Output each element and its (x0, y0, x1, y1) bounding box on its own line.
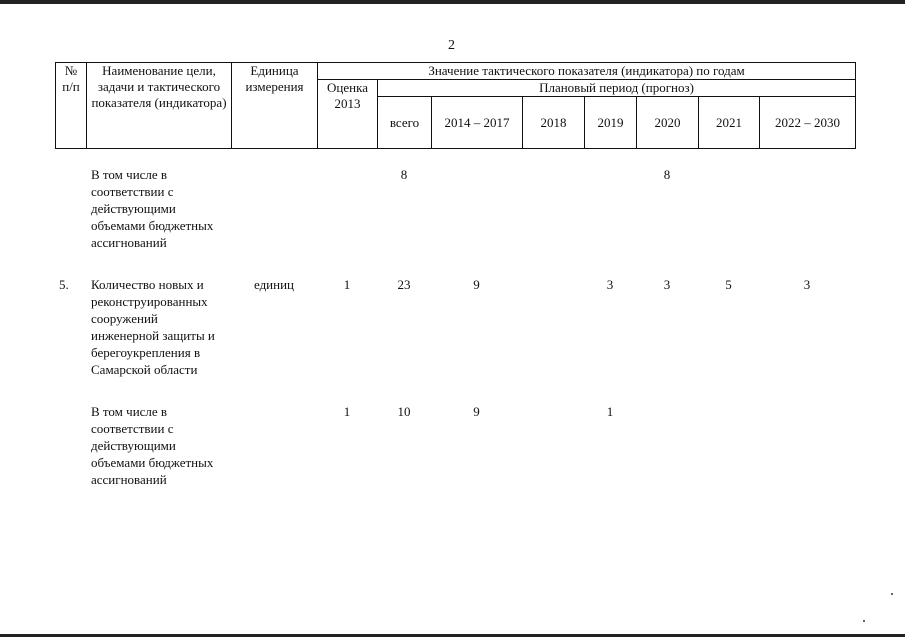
row-name: Количество новых и реконструированных сооружений инженерной защиты и берегоукрепления в Самарской области (91, 277, 215, 377)
row-spacer (55, 251, 855, 276)
header-name: Наименование цели, задачи и тактического показателя (индикатора) (87, 63, 232, 149)
header-values-title: Значение тактического показателя (индикатора) по годам (318, 63, 856, 80)
scan-edge-bottom (0, 634, 905, 637)
header-2018: 2018 (523, 97, 585, 149)
row-2020: 8 (663, 167, 671, 182)
table-header (55, 62, 856, 149)
row-2018 (522, 403, 584, 488)
header-2019: 2019 (585, 97, 637, 149)
row-name: В том числе в соответствии с действующими объемами бюджетных ассигнований (91, 167, 214, 250)
row-2019: 3 (606, 277, 614, 292)
table-row (55, 403, 855, 488)
table-body (55, 166, 855, 488)
header-estimate: Оценка 2013 (318, 80, 378, 149)
row-2019 (584, 166, 636, 251)
row-2021: 5 (725, 277, 732, 292)
scan-speck (891, 593, 893, 595)
row-2020 (636, 403, 698, 488)
scan-edge-top (0, 0, 905, 4)
row-total: 8 (400, 167, 408, 182)
row-2018 (522, 166, 584, 251)
table-row (55, 276, 855, 378)
row-total: 23 (397, 277, 411, 292)
header-2020: 2020 (637, 97, 699, 149)
header-total: всего (378, 97, 432, 149)
row-unit: единиц (253, 277, 295, 292)
table-row (55, 166, 855, 251)
row-num (55, 166, 86, 251)
row-unit (231, 166, 317, 251)
row-unit (231, 403, 317, 488)
header-unit: Единица измерения (232, 63, 318, 149)
row-2022-2030: 3 (803, 277, 811, 292)
row-2014-2017 (431, 166, 522, 251)
header-plan-title: Плановый период (прогноз) (378, 80, 856, 97)
row-name: В том числе в соответствии с действующими объемами бюджетных ассигнований (91, 404, 214, 487)
page-number: 2 (448, 38, 455, 53)
row-total: 10 (397, 404, 411, 419)
row-2022-2030 (759, 403, 855, 488)
row-2022-2030 (759, 166, 855, 251)
row-estimate: 1 (343, 277, 351, 292)
row-spacer (55, 378, 855, 403)
row-estimate (317, 166, 377, 251)
row-num: 5. (59, 277, 69, 292)
row-2014-2017: 9 (473, 277, 480, 292)
row-2021 (698, 403, 759, 488)
row-2021 (698, 166, 759, 251)
header-num: № п/п (56, 63, 87, 149)
header-2021: 2021 (699, 97, 760, 149)
header-2022-2030: 2022 – 2030 (760, 97, 856, 149)
row-estimate: 1 (343, 404, 351, 419)
scan-speck (863, 620, 865, 622)
header-2014-2017: 2014 – 2017 (432, 97, 523, 149)
row-2019: 1 (606, 404, 614, 419)
row-2014-2017: 9 (473, 404, 480, 419)
row-2020: 3 (663, 277, 671, 292)
row-2018 (522, 276, 584, 378)
row-num (55, 403, 86, 488)
